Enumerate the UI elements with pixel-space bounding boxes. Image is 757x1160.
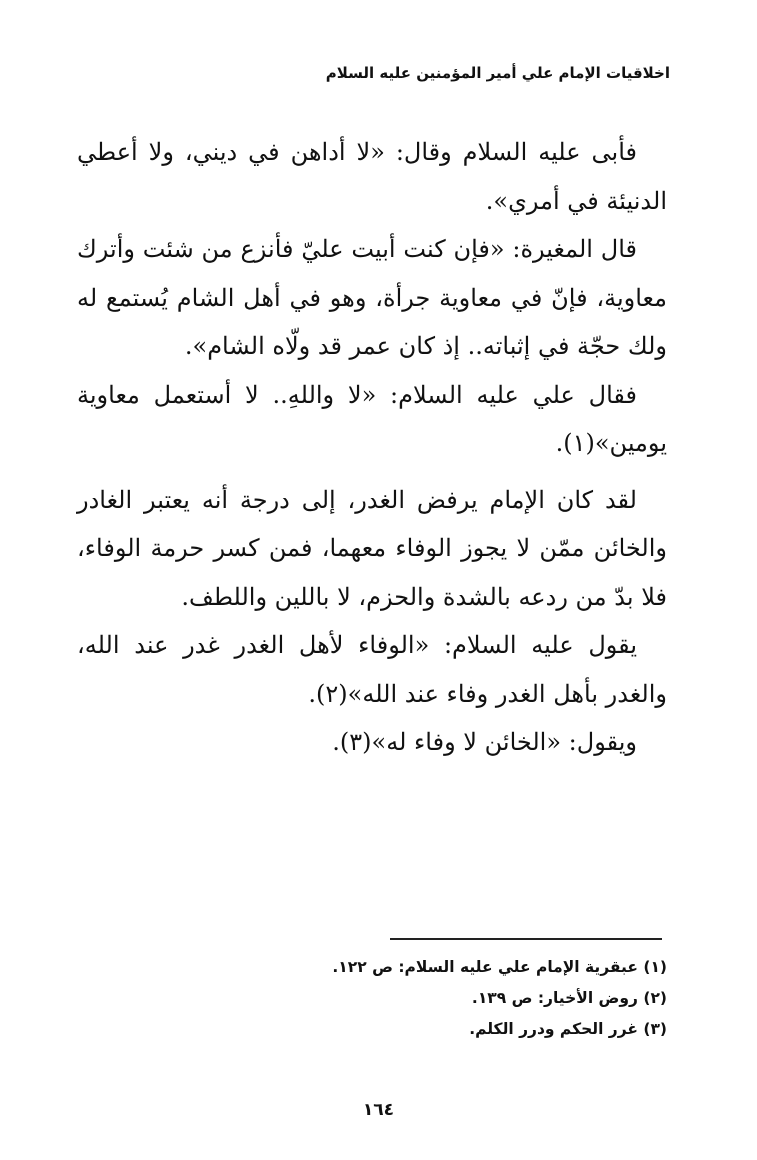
paragraph-ali-reply: فقال علي عليه السلام: «لا واللهِ.. لا أستعمل معاوية يومين»(١). (77, 380, 667, 457)
paragraph-refusal: فأبى عليه السلام وقال: «لا أداهن في ديني، ولا أعطي الدنيئة في أمري». (77, 138, 667, 215)
paragraph-saying-traitor: ويقول: «الخائن لا وفاء له»(٣). (332, 728, 637, 756)
footnote-item: (٣) غرر الحكم ودرر الكلم. (469, 1020, 667, 1038)
running-header: اخلاقيات الإمام علي أمير المؤمنين عليه السلام (325, 64, 670, 82)
page-number: ١٦٤ (362, 1100, 395, 1120)
paragraph-mughira: قال المغيرة: «فإن كنت أبيت عليّ فأنزع من شئت وأترك معاوية، فإنّ في معاوية جرأة، وهو في أهل الشام يُستمع له ولك حجّة في إثباته.. إذ كان عمر قد ولّاه الشام». (77, 235, 667, 360)
footnote-item: (١) عبقرية الإمام علي عليه السلام: ص ١٢٢. (332, 958, 667, 976)
footnotes (217, 952, 667, 1045)
body-text (77, 128, 667, 767)
paragraph-saying-loyalty: يقول عليه السلام: «الوفاء لأهل الغدر غدر عند الله، والغدر بأهل الغدر وفاء عند الله»(٢). (77, 631, 667, 708)
footnote-divider (390, 938, 662, 940)
footnote-item: (٢) روض الأخيار: ص ١٣٩. (471, 989, 667, 1007)
paragraph-treachery: لقد كان الإمام يرفض الغدر، إلى درجة أنه يعتبر الغادر والخائن ممّن لا يجوز الوفاء معهما، فمن كسر حرمة الوفاء، فلا بدّ من ردعه بالشدة والحزم، لا باللين واللطف. (77, 485, 667, 611)
